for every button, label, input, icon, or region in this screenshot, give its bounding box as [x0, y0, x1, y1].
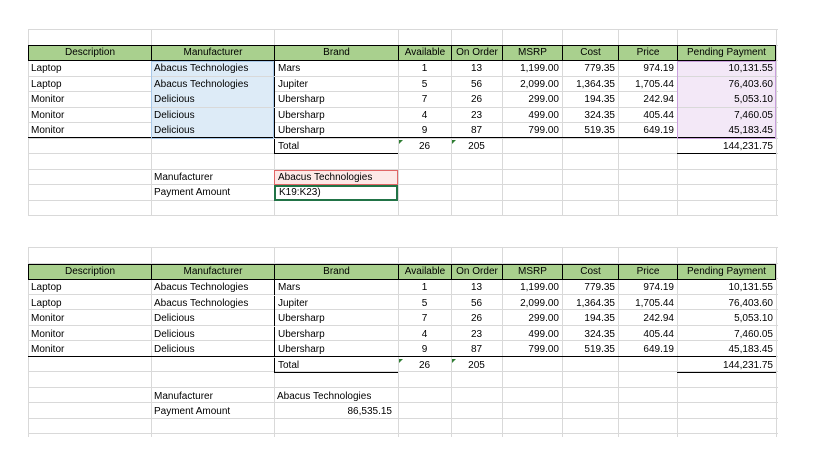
- cell-available[interactable]: 7: [421, 313, 428, 324]
- header-cell[interactable]: MSRP: [502, 264, 562, 280]
- cell-msrp[interactable]: 799.00: [502, 123, 562, 138]
- gridline-horizontal: [28, 247, 778, 248]
- cell-cost[interactable]: 519.35: [562, 123, 618, 138]
- cell-description[interactable]: Monitor: [31, 328, 65, 340]
- cell-price[interactable]: 242.94: [643, 94, 674, 105]
- cell-available[interactable]: 7: [421, 94, 428, 105]
- cell-on-order[interactable]: 13: [470, 63, 483, 74]
- cell-description[interactable]: Monitor: [31, 109, 65, 121]
- pending-range-highlight: [677, 61, 776, 139]
- cell-on-order[interactable]: 56: [470, 78, 483, 90]
- total-pending-payment[interactable]: 144,231.75: [677, 139, 776, 154]
- total-pending-payment[interactable]: 144,231.75: [677, 358, 776, 373]
- header-cell[interactable]: Price: [618, 264, 677, 280]
- lookup-manufacturer-label[interactable]: Manufacturer: [154, 171, 213, 183]
- cell-on-order[interactable]: 23: [470, 328, 483, 340]
- header-cell[interactable]: Available: [398, 264, 451, 280]
- cell-on-order[interactable]: 23: [470, 109, 483, 121]
- header-cell[interactable]: Available: [398, 45, 451, 61]
- gridline-horizontal: [28, 29, 778, 30]
- total-available[interactable]: 26: [418, 140, 431, 152]
- cell-available[interactable]: 1: [421, 282, 428, 293]
- cell-manufacturer[interactable]: Abacus Technologies: [151, 77, 274, 92]
- cell-msrp[interactable]: 299.00: [528, 313, 559, 324]
- cell-manufacturer[interactable]: Delicious: [151, 123, 274, 138]
- cell-available[interactable]: 4: [421, 109, 428, 121]
- cell-price[interactable]: 242.94: [643, 313, 674, 324]
- cell-brand[interactable]: Ubersharp: [274, 92, 398, 107]
- cell-brand[interactable]: Mars: [274, 61, 398, 76]
- cell-msrp[interactable]: 1,199.00: [520, 282, 559, 293]
- header-cell[interactable]: Pending Payment: [677, 45, 776, 61]
- cell-pending-payment[interactable]: 45,183.45: [677, 123, 776, 138]
- cell-price[interactable]: 974.19: [643, 282, 674, 293]
- cell-description[interactable]: Monitor: [28, 123, 151, 138]
- cell-msrp[interactable]: 499.00: [528, 328, 559, 340]
- total-on-order[interactable]: 205: [468, 140, 485, 152]
- cell-description[interactable]: Laptop: [31, 78, 62, 90]
- cell-on-order[interactable]: 26: [470, 313, 483, 324]
- cell-manufacturer[interactable]: Delicious: [151, 108, 274, 123]
- total-label[interactable]: Total: [274, 139, 398, 154]
- cell-available[interactable]: 5: [421, 78, 428, 90]
- cell-msrp[interactable]: 799.00: [502, 342, 562, 357]
- cell-price[interactable]: 1,705.44: [635, 78, 674, 90]
- total-available[interactable]: 26: [418, 359, 431, 371]
- gridline-horizontal: [28, 433, 778, 434]
- manufacturer-range-highlight: [151, 61, 274, 139]
- cell-price[interactable]: 405.44: [643, 328, 674, 340]
- error-indicator-icon: [452, 140, 456, 144]
- gridline-horizontal: [28, 200, 778, 201]
- cell-pending-payment[interactable]: 10,131.55: [677, 61, 776, 76]
- lookup-manufacturer-value[interactable]: Abacus Technologies: [277, 390, 372, 402]
- cell-pending-payment[interactable]: 10,131.55: [728, 282, 773, 293]
- gridline-horizontal: [28, 215, 778, 216]
- cell-manufacturer[interactable]: Abacus Technologies: [151, 61, 274, 76]
- cell-pending-payment[interactable]: 7,460.05: [734, 328, 773, 340]
- cell-on-order[interactable]: 13: [470, 282, 483, 293]
- formula-edit-cell[interactable]: K19:K23): [274, 185, 398, 201]
- cell-manufacturer[interactable]: Abacus Technologies: [154, 282, 249, 293]
- cell-manufacturer[interactable]: Delicious: [151, 92, 274, 107]
- cell-cost[interactable]: 779.35: [584, 63, 615, 74]
- cell-manufacturer[interactable]: Delicious: [154, 313, 195, 324]
- cell-description[interactable]: Laptop: [31, 297, 62, 309]
- cell-available[interactable]: 1: [421, 63, 428, 74]
- gridline-vertical: [776, 247, 777, 437]
- cell-on-order[interactable]: 26: [470, 94, 483, 105]
- cell-description[interactable]: Laptop: [31, 63, 62, 74]
- cell-brand[interactable]: Jupiter: [274, 77, 398, 92]
- cell-msrp[interactable]: 2,099.00: [520, 297, 559, 309]
- lookup-manufacturer-input[interactable]: Abacus Technologies: [274, 170, 398, 185]
- cell-price[interactable]: 1,705.44: [635, 297, 674, 309]
- cell-pending-payment[interactable]: 76,403.60: [728, 297, 773, 309]
- error-indicator-icon: [399, 359, 403, 363]
- cell-manufacturer[interactable]: Abacus Technologies: [154, 297, 249, 309]
- cell-brand[interactable]: Ubersharp: [274, 327, 398, 342]
- cell-pending-payment[interactable]: 7,460.05: [677, 108, 776, 123]
- cell-brand[interactable]: Mars: [274, 280, 398, 295]
- header-cell[interactable]: Cost: [562, 264, 618, 280]
- cell-pending-payment[interactable]: 45,183.45: [677, 342, 776, 357]
- header-cell[interactable]: On Order: [451, 45, 502, 61]
- gridline-horizontal: [28, 169, 778, 170]
- cell-price[interactable]: 649.19: [618, 342, 677, 357]
- cell-brand[interactable]: Ubersharp: [274, 123, 398, 138]
- header-cell[interactable]: Description: [28, 45, 151, 61]
- cell-cost[interactable]: 1,364.35: [576, 297, 615, 309]
- error-indicator-icon: [452, 359, 456, 363]
- header-cell[interactable]: Pending Payment: [677, 264, 776, 280]
- cell-cost[interactable]: 519.35: [562, 342, 618, 357]
- cell-price[interactable]: 974.19: [643, 63, 674, 74]
- cell-cost[interactable]: 194.35: [584, 94, 615, 105]
- lookup-payment-value[interactable]: 86,535.15: [347, 406, 392, 417]
- cell-available[interactable]: 4: [421, 328, 428, 340]
- cell-description[interactable]: Monitor: [28, 342, 151, 357]
- cell-description[interactable]: Monitor: [31, 313, 65, 324]
- cell-description[interactable]: Laptop: [31, 282, 62, 293]
- cell-cost[interactable]: 324.35: [584, 328, 615, 340]
- cell-pending-payment[interactable]: 5,053.10: [677, 92, 776, 107]
- cell-brand[interactable]: Jupiter: [274, 296, 398, 311]
- cell-cost[interactable]: 1,364.35: [576, 78, 615, 90]
- lookup-payment-label[interactable]: Payment Amount: [154, 187, 231, 198]
- lookup-payment-label[interactable]: Payment Amount: [154, 406, 231, 417]
- cell-pending-payment[interactable]: 76,403.60: [677, 77, 776, 92]
- cell-description[interactable]: Monitor: [31, 94, 65, 105]
- header-cell[interactable]: Brand: [274, 264, 398, 280]
- cell-brand[interactable]: Ubersharp: [274, 108, 398, 123]
- cell-manufacturer[interactable]: Delicious: [151, 342, 274, 357]
- header-cell[interactable]: Description: [28, 264, 151, 280]
- header-cell[interactable]: Manufacturer: [151, 264, 274, 280]
- cell-brand[interactable]: Ubersharp: [274, 342, 398, 357]
- cell-available[interactable]: 9: [398, 123, 451, 138]
- cell-brand[interactable]: Ubersharp: [274, 311, 398, 326]
- header-cell[interactable]: Brand: [274, 45, 398, 61]
- total-on-order[interactable]: 205: [468, 359, 485, 371]
- header-cell[interactable]: Manufacturer: [151, 45, 274, 61]
- header-cell[interactable]: On Order: [451, 264, 502, 280]
- header-cell[interactable]: Price: [618, 45, 677, 61]
- lookup-manufacturer-label[interactable]: Manufacturer: [154, 390, 213, 402]
- cell-on-order[interactable]: 87: [451, 342, 502, 357]
- cell-price[interactable]: 649.19: [618, 123, 677, 138]
- gridline-vertical: [776, 29, 777, 216]
- cell-pending-payment[interactable]: 5,053.10: [734, 313, 773, 324]
- header-cell[interactable]: MSRP: [502, 45, 562, 61]
- cell-msrp[interactable]: 1,199.00: [520, 63, 559, 74]
- cell-msrp[interactable]: 499.00: [528, 109, 559, 121]
- gridline-horizontal: [28, 184, 778, 185]
- gridline-horizontal: [28, 418, 778, 419]
- cell-msrp[interactable]: 2,099.00: [520, 78, 559, 90]
- cell-price[interactable]: 405.44: [643, 109, 674, 121]
- cell-msrp[interactable]: 299.00: [528, 94, 559, 105]
- error-indicator-icon: [399, 140, 403, 144]
- cell-on-order[interactable]: 87: [451, 123, 502, 138]
- cell-cost[interactable]: 194.35: [584, 313, 615, 324]
- cell-manufacturer[interactable]: Delicious: [154, 328, 195, 340]
- header-cell[interactable]: Cost: [562, 45, 618, 61]
- cell-available[interactable]: 9: [398, 342, 451, 357]
- total-label[interactable]: Total: [274, 358, 398, 373]
- cell-available[interactable]: 5: [421, 297, 428, 309]
- cell-cost[interactable]: 779.35: [584, 282, 615, 293]
- cell-on-order[interactable]: 56: [470, 297, 483, 309]
- cell-cost[interactable]: 324.35: [584, 109, 615, 121]
